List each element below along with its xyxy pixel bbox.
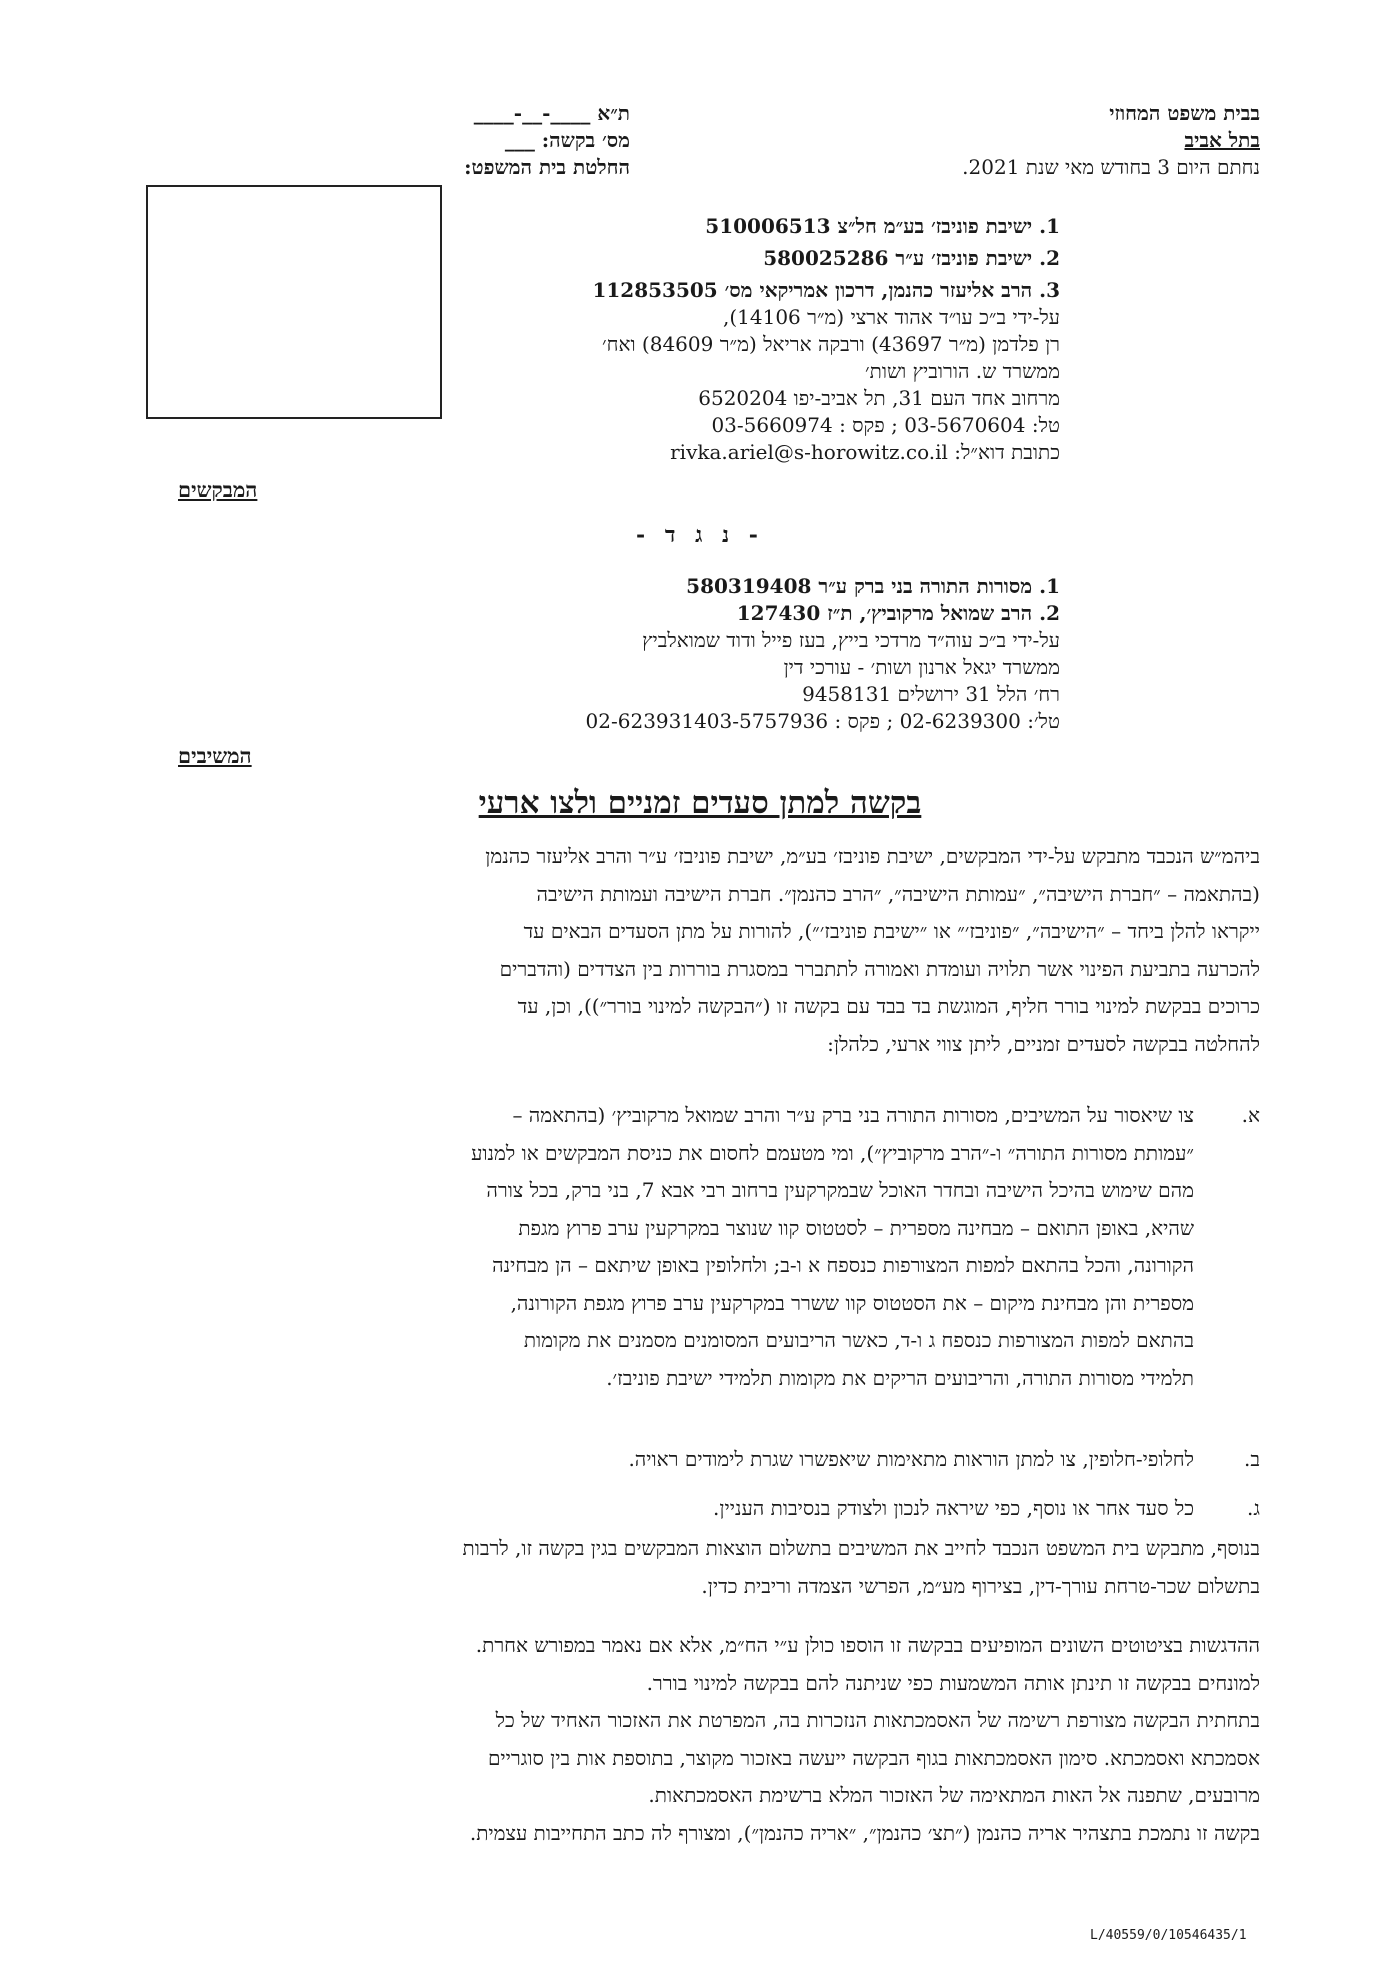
relief-item-b — [130, 1441, 1260, 1479]
respondents-rep-1: על-ידי ב״כ עוה״ד מרדכי בייץ, בעז פייל ודוד שמואלביץ — [642, 628, 1060, 652]
applicants-block — [460, 213, 1060, 466]
court-city: בתל אביב — [1184, 128, 1260, 152]
note-line: אסמכתא ואסמכתא. סימון האסמכתאות בגוף הבקשה ייעשה באזכור מקוצר, בתוספת אות בין סוגריים — [487, 1745, 1260, 1770]
item-line: מהם שימוש בהיכל הישיבה ובחדר האוכל שבמקרקעין ברחוב רבי אבא 7, בני ברק, בכל צורה — [486, 1178, 1194, 1202]
applicants-address: מרחוב אחד העם 31, תל אביב-יפו 6520204 — [698, 386, 1060, 410]
respondent-1: 1. מסורות התורה בני ברק ע״ר 580319408 — [686, 574, 1060, 598]
costs-line: בנוסף, מתבקש בית המשפט הנכבד לחייב את המשיבים בתשלום הוצאות המבקשים בגין בקשה זו, לרבות — [462, 1536, 1260, 1560]
item-marker: ב. — [1244, 1447, 1260, 1471]
respondents-role-label: המשיבים — [178, 743, 252, 768]
intro-paragraph — [130, 838, 1260, 1063]
respondent-2: 2. הרב שמואל מרקוביץ׳, ת״ז 127430 — [736, 601, 1060, 625]
court-header — [700, 100, 1260, 181]
applicant-2: 2. ישיבת פוניבז׳ ע״ר 580025286 — [763, 246, 1060, 270]
item-line: ״עמותת מסורות התורה״ ו-״הרב מרקוביץ״), ומי מטעמם לחסום את כניסת המבקשים או למנוע — [471, 1140, 1194, 1165]
intro-line: להכרעה בתביעת הפינוי אשר תלויה ועומדת ואמורה לתתברר במסגרת בוררות בין הצדדים (והדברים — [499, 956, 1260, 981]
item-line: בהתאם למפות המצורפות כנספח ג ו-ד, כאשר הריבועים המסומנים מסמנים את מקומות — [523, 1328, 1194, 1352]
item-line: הקורונה, והכל בהתאם למפות המצורפות כנספח א ו-ב; ולחלופין באופן שיתאם – הן מבחינה — [492, 1253, 1194, 1277]
applicants-role-label: המבקשים — [178, 477, 258, 502]
relief-item-a — [130, 1097, 1260, 1397]
item-marker: א. — [1241, 1103, 1260, 1127]
intro-line: (בהתאמה – ״חברת הישיבה״, ״עמותת הישיבה״, ״הרב כהנמן״. חברת הישיבה ועמותת הישיבה — [536, 881, 1260, 906]
intro-line: ייקראו להלן ביחד – ״הישיבה״, ״פוניבז׳״ או ״ישיבת פוניבז׳״), להורות על מתן הסעדים הבאים עד — [523, 919, 1260, 943]
note-line: מרובעים, שתפנה אל האות המתאימה של האזכור המלא ברשימת האסמכתאות. — [648, 1783, 1260, 1807]
intro-line: להחלטה בבקשה לסעדים זמניים, ליתן צווי ארעי, כלהלן: — [827, 1031, 1260, 1056]
note-line: ההדגשות בציטוטים השונים המופיעים בבקשה זו הוספו כולן ע״י הח״מ, אלא אם נאמר במפורש אחרת. — [475, 1633, 1260, 1657]
applicants-phone: טל: 03-5670604 ; פקס : 03-5660974 — [711, 413, 1060, 437]
intro-line: ביהמ״ש הנכבד מתבקש על-ידי המבקשים, ישיבת פוניבז׳ בע״מ, ישיבת פוניבז׳ ע״ר והרב אליעזר כהנמן — [485, 844, 1260, 868]
case-number: ת״א ____-__-____ — [473, 101, 630, 125]
signing-date: נחתם היום 3 בחודש מאי שנת 2021. — [962, 155, 1260, 179]
item-line: שהיא, באופן התואם – מבחינה מספרית – לסטטוס קוו שנוצר במקרקעין ערב פרוץ מגפת — [518, 1215, 1194, 1240]
respondents-phone: טל׳: 02-6239300 ; פקס : 02-623931403-5757936 — [585, 709, 1060, 733]
respondents-address: רח׳ הלל 31 ירושלים 9458131 — [802, 682, 1060, 706]
item-line: כל סעד אחר או נוסף, כפי שיראה לנכון ולצודק בנסיבות העניין. — [713, 1496, 1194, 1520]
note-line: למונחים בבקשה זו תינתן אותה המשמעות כפי שניתנה להם בבקשה למינוי בורר. — [646, 1670, 1260, 1695]
respondents-block — [460, 573, 1060, 735]
applicants-email: כתובת דוא״ל: rivka.ariel@s-horowitz.co.il — [670, 440, 1060, 464]
request-number: מס׳ בקשה: ___ — [504, 128, 630, 152]
item-line: צו שיאסור על המשיבים, מסורות התורה בני ברק ע״ר והרב שמואל מרקוביץ׳ (בהתאמה – — [512, 1103, 1194, 1127]
applicants-rep-1: על-ידי ב״כ עו״ד אהוד ארצי (מ״ר 14106), — [722, 305, 1060, 329]
costs-line: בתשלום שכר-טרחת עורך-דין, בצירוף מע״מ, הפרשי הצמדה וריבית כדין. — [701, 1573, 1260, 1598]
note-line: בתחתית הבקשה מצורפת רשימה של האסמכתאות הנזכרות בה, המפרטת את האזכור האחיד של כל — [495, 1708, 1260, 1732]
document-reference: L/40559/0/10546435/1 — [1090, 1928, 1247, 1943]
applicant-1: 1. ישיבת פוניבז׳ בע״מ חל״צ 510006513 — [705, 214, 1060, 238]
case-number-block — [290, 100, 630, 181]
court-decision-box — [146, 185, 442, 419]
versus-separator: - נ ג ד - — [636, 522, 764, 548]
applicant-3: 3. הרב אליעזר כהנמן, דרכון אמריקאי מס׳ 112853505 — [592, 278, 1060, 302]
applicants-rep-2: רן פלדמן (מ״ר 43697) ורבקה אריאל (מ״ר 84609) ואח׳ — [602, 332, 1060, 356]
relief-item-c — [130, 1490, 1260, 1528]
item-marker: ג. — [1247, 1496, 1260, 1520]
document-title: בקשה למתן סעדים זמניים ולצו ארעי — [478, 785, 922, 821]
court-decision-label: החלטת בית המשפט: — [464, 155, 630, 179]
item-line: מספרית והן מבחינת מיקום – את הסטטוס קוו ששרר במקרקעין ערב פרוץ מגפת הקורונה, — [510, 1290, 1194, 1315]
court-name: בבית משפט המחוזי — [1109, 101, 1260, 125]
item-line: תלמידי מסורות התורה, והריבועים הריקים את מקומות תלמידי ישיבת פוניבז׳. — [606, 1365, 1194, 1390]
respondents-rep-2: ממשרד יגאל ארנון ושות׳ - עורכי דין — [783, 655, 1060, 679]
item-line: לחלופי-חלופין, צו למתן הוראות מתאימות שיאפשרו שגרת לימודים ראויה. — [628, 1447, 1194, 1471]
notes-section — [130, 1627, 1260, 1852]
costs-paragraph — [130, 1530, 1260, 1605]
note-line: בקשה זו נתמכת בתצהיר אריה כהנמן (״תצ׳ כהנמן״, ״אריה כהנמן״), ומצורף לה כתב התחייבות עצמית. — [469, 1820, 1260, 1845]
intro-line: כרוכים בבקשת למינוי בורר חליף, המוגשת בד בבד עם בקשה זו (״הבקשה למינוי בורר״)), וכן, עד — [517, 994, 1260, 1018]
applicants-rep-3: ממשרד ש. הורוביץ ושות׳ — [865, 359, 1060, 383]
